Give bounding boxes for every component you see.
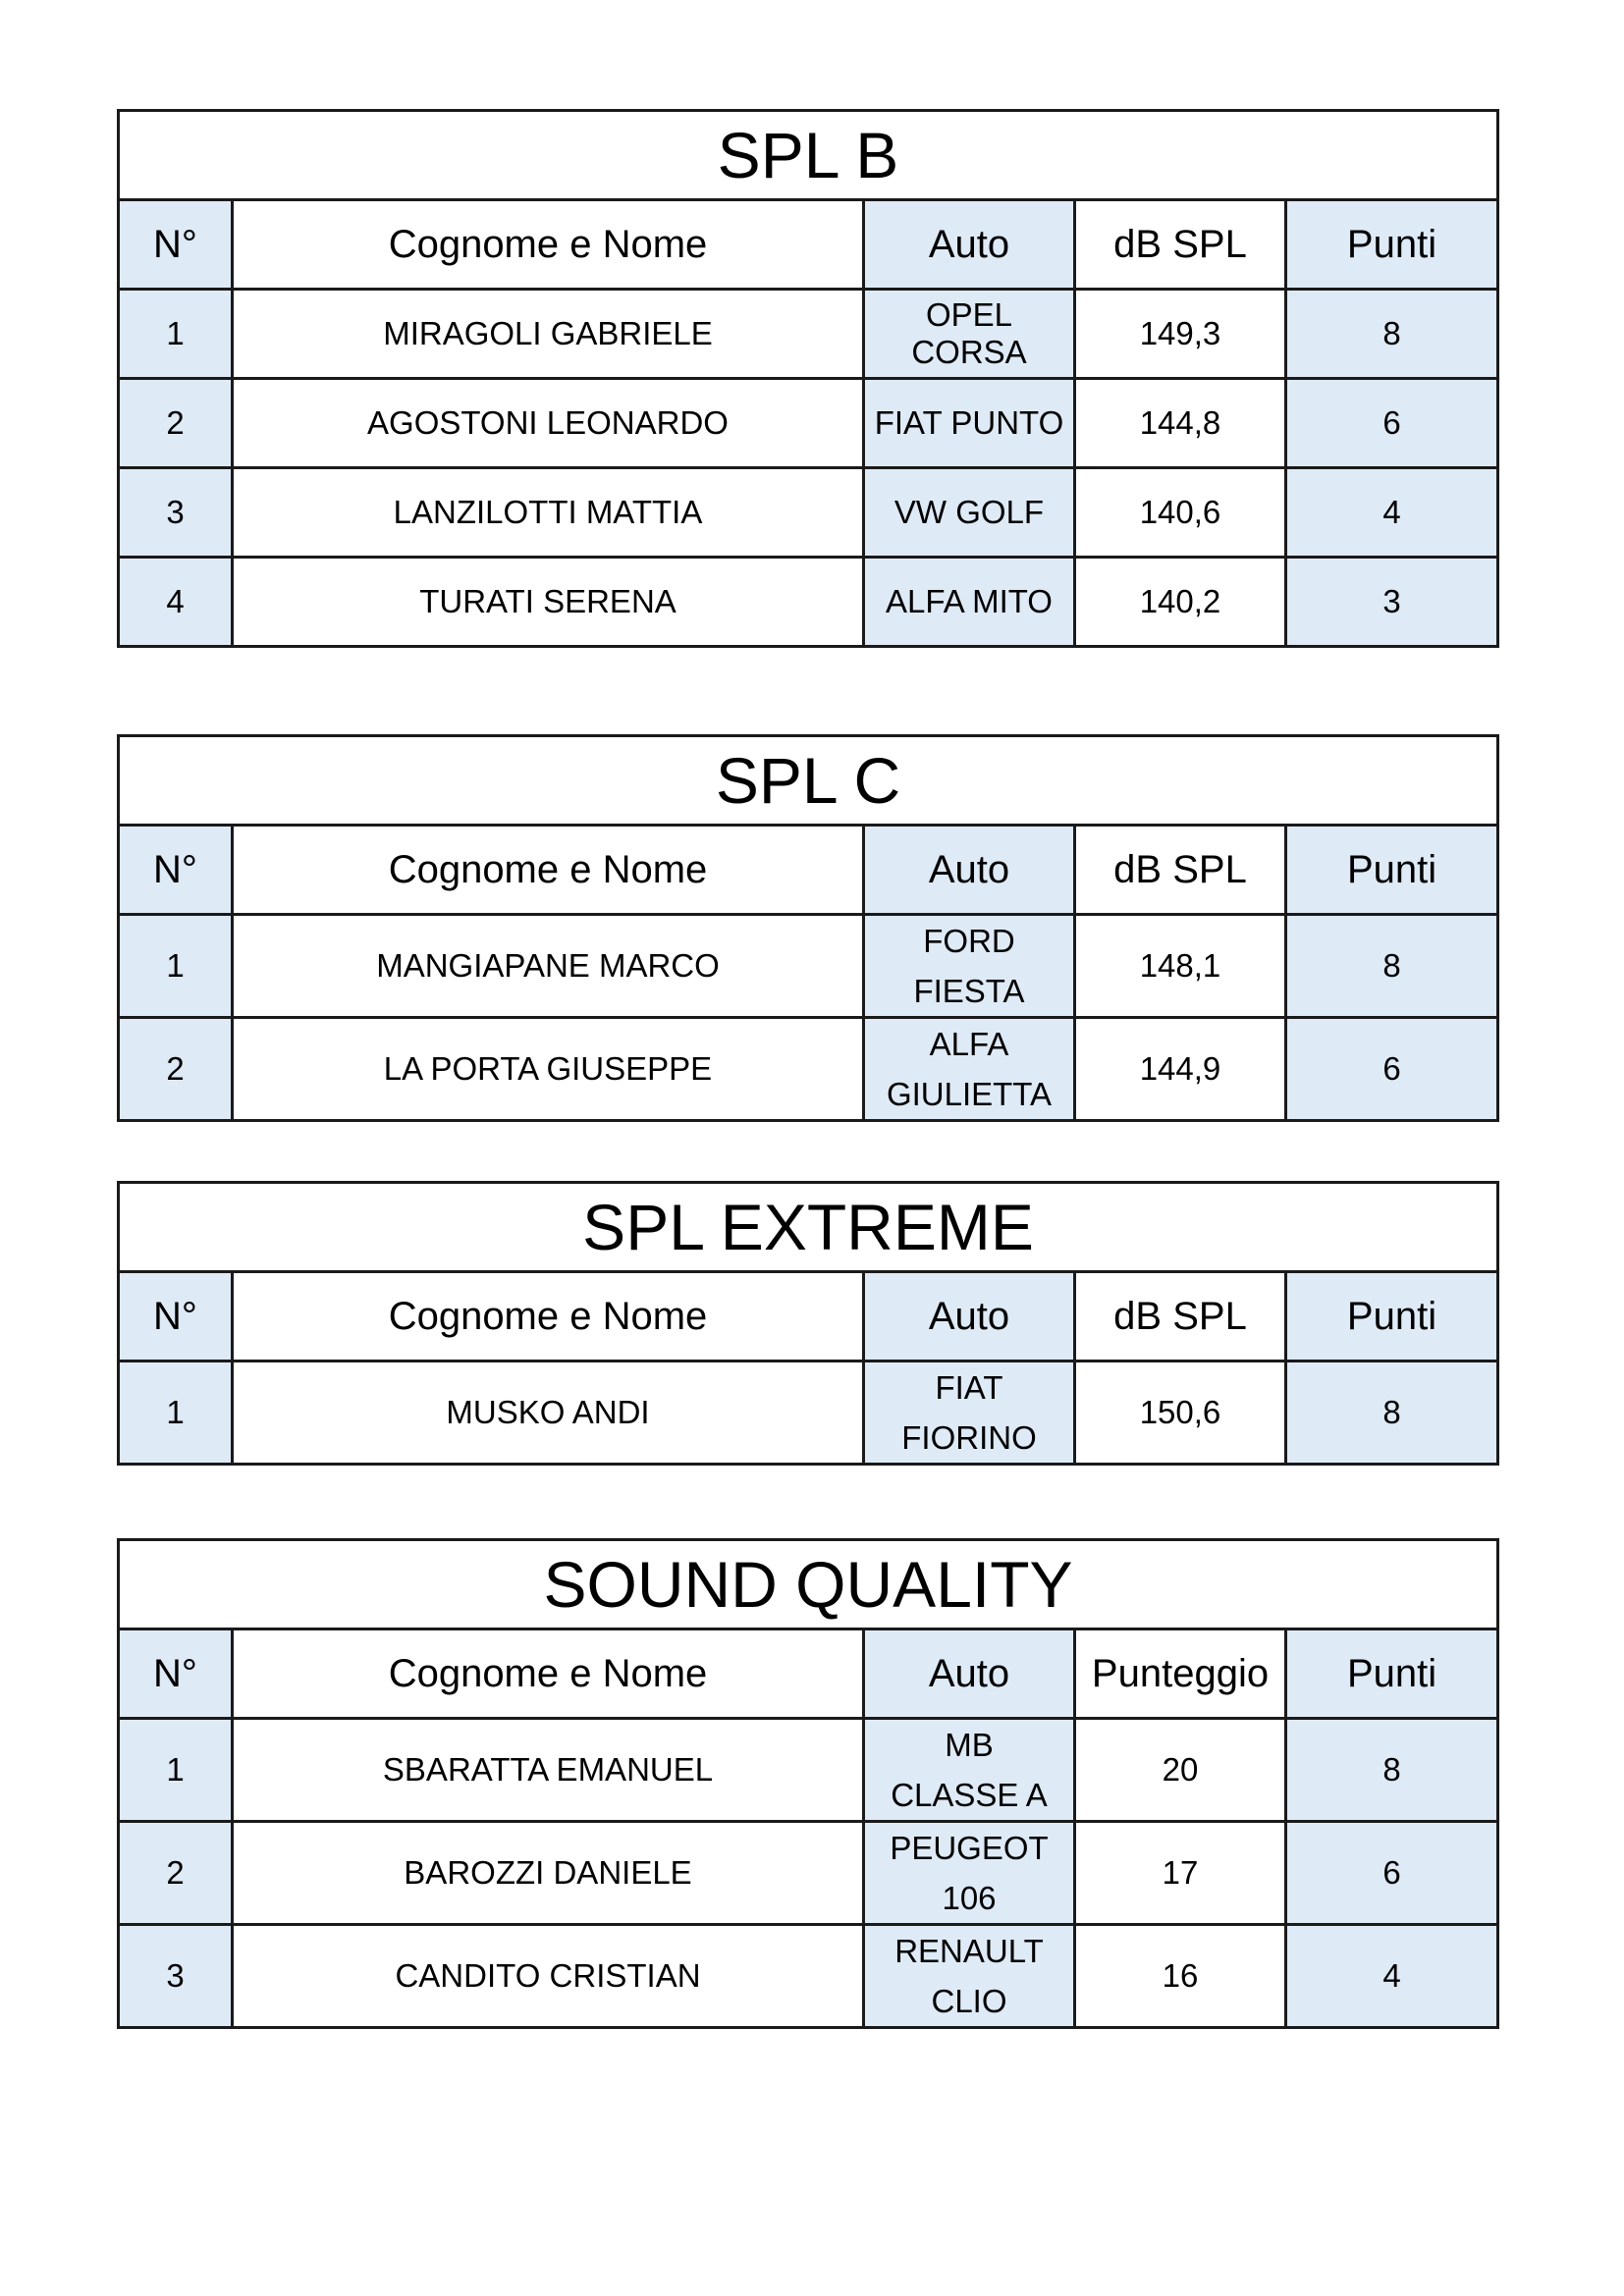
cell-name: CANDITO CRISTIAN xyxy=(233,1925,864,2028)
header-points: Punti xyxy=(1286,200,1498,290)
cell-auto xyxy=(864,1719,1075,1822)
auto-line: GIULIETTA xyxy=(886,1076,1053,1112)
cell-score: 148,1 xyxy=(1075,915,1286,1018)
cell-name: AGOSTONI LEONARDO xyxy=(233,379,864,468)
cell-score: 17 xyxy=(1075,1822,1286,1925)
header-row xyxy=(119,1272,1498,1362)
table-row xyxy=(119,468,1498,558)
cell-name: BAROZZI DANIELE xyxy=(233,1822,864,1925)
results-table-spl-extreme xyxy=(117,1181,1499,1466)
cell-score: 16 xyxy=(1075,1925,1286,2028)
cell-points: 8 xyxy=(1286,290,1498,379)
table-row xyxy=(119,1925,1498,2028)
cell-auto xyxy=(864,915,1075,1018)
table-row xyxy=(119,379,1498,468)
cell-points: 4 xyxy=(1286,1925,1498,2028)
header-number: N° xyxy=(119,826,233,915)
auto-line: CLASSE A xyxy=(891,1777,1048,1813)
header-name: Cognome e Nome xyxy=(233,1272,864,1362)
header-auto: Auto xyxy=(864,200,1075,290)
header-name: Cognome e Nome xyxy=(233,200,864,290)
cell-points: 4 xyxy=(1286,468,1498,558)
auto-line: FIAT xyxy=(935,1369,1003,1406)
cell-name: LANZILOTTI MATTIA xyxy=(233,468,864,558)
header-auto: Auto xyxy=(864,1629,1075,1719)
cell-number: 2 xyxy=(119,1822,233,1925)
header-name: Cognome e Nome xyxy=(233,1629,864,1719)
results-table-spl-c xyxy=(117,734,1499,1122)
auto-line: FORD xyxy=(923,923,1015,959)
header-row xyxy=(119,1629,1498,1719)
auto-line: 106 xyxy=(942,1880,997,1916)
cell-auto xyxy=(864,1925,1075,2028)
cell-points: 6 xyxy=(1286,1822,1498,1925)
cell-number: 2 xyxy=(119,379,233,468)
cell-auto xyxy=(864,1018,1075,1121)
cell-auto: OPEL CORSA xyxy=(864,290,1075,379)
cell-number: 1 xyxy=(119,1719,233,1822)
cell-score: 144,9 xyxy=(1075,1018,1286,1121)
cell-points: 6 xyxy=(1286,379,1498,468)
header-auto: Auto xyxy=(864,1272,1075,1362)
cell-number: 2 xyxy=(119,1018,233,1121)
cell-score: 150,6 xyxy=(1075,1362,1286,1465)
cell-number: 3 xyxy=(119,1925,233,2028)
cell-auto xyxy=(864,1822,1075,1925)
cell-name: MIRAGOLI GABRIELE xyxy=(233,290,864,379)
header-number: N° xyxy=(119,200,233,290)
table-row xyxy=(119,1362,1498,1465)
cell-auto: FIAT PUNTO xyxy=(864,379,1075,468)
cell-points: 8 xyxy=(1286,1719,1498,1822)
header-name: Cognome e Nome xyxy=(233,826,864,915)
cell-name: MANGIAPANE MARCO xyxy=(233,915,864,1018)
header-points: Punti xyxy=(1286,1272,1498,1362)
header-auto: Auto xyxy=(864,826,1075,915)
cell-score: 144,8 xyxy=(1075,379,1286,468)
auto-line: MB xyxy=(945,1727,994,1763)
cell-points: 8 xyxy=(1286,1362,1498,1465)
cell-auto xyxy=(864,1362,1075,1465)
header-row xyxy=(119,200,1498,290)
cell-score: 140,2 xyxy=(1075,558,1286,647)
header-points: Punti xyxy=(1286,1629,1498,1719)
header-number: N° xyxy=(119,1629,233,1719)
cell-number: 3 xyxy=(119,468,233,558)
header-points: Punti xyxy=(1286,826,1498,915)
results-table-spl-b xyxy=(117,109,1499,648)
results-table-sound-quality xyxy=(117,1538,1499,2029)
table-row xyxy=(119,558,1498,647)
header-score: Punteggio xyxy=(1075,1629,1286,1719)
auto-line: FIORINO xyxy=(901,1419,1037,1456)
table-title: SOUND QUALITY xyxy=(119,1540,1498,1629)
auto-line: FIESTA xyxy=(913,973,1025,1009)
cell-auto: VW GOLF xyxy=(864,468,1075,558)
cell-number: 4 xyxy=(119,558,233,647)
header-row xyxy=(119,826,1498,915)
header-score: dB SPL xyxy=(1075,200,1286,290)
cell-auto: ALFA MITO xyxy=(864,558,1075,647)
table-row xyxy=(119,1822,1498,1925)
cell-name: MUSKO ANDI xyxy=(233,1362,864,1465)
table-row xyxy=(119,915,1498,1018)
header-score: dB SPL xyxy=(1075,826,1286,915)
cell-score: 20 xyxy=(1075,1719,1286,1822)
header-number: N° xyxy=(119,1272,233,1362)
cell-number: 1 xyxy=(119,1362,233,1465)
auto-line: PEUGEOT xyxy=(890,1830,1049,1866)
cell-points: 8 xyxy=(1286,915,1498,1018)
cell-score: 140,6 xyxy=(1075,468,1286,558)
cell-number: 1 xyxy=(119,290,233,379)
table-row xyxy=(119,1719,1498,1822)
cell-points: 3 xyxy=(1286,558,1498,647)
cell-number: 1 xyxy=(119,915,233,1018)
cell-name: TURATI SERENA xyxy=(233,558,864,647)
auto-line: ALFA xyxy=(929,1026,1009,1062)
auto-line: CLIO xyxy=(931,1983,1007,2019)
table-title: SPL EXTREME xyxy=(119,1183,1498,1272)
table-title: SPL C xyxy=(119,736,1498,826)
cell-name: LA PORTA GIUSEPPE xyxy=(233,1018,864,1121)
cell-name: SBARATTA EMANUEL xyxy=(233,1719,864,1822)
table-row xyxy=(119,1018,1498,1121)
table-title: SPL B xyxy=(119,111,1498,200)
table-row xyxy=(119,290,1498,379)
header-score: dB SPL xyxy=(1075,1272,1286,1362)
auto-line: RENAULT xyxy=(894,1933,1044,1969)
cell-score: 149,3 xyxy=(1075,290,1286,379)
cell-points: 6 xyxy=(1286,1018,1498,1121)
